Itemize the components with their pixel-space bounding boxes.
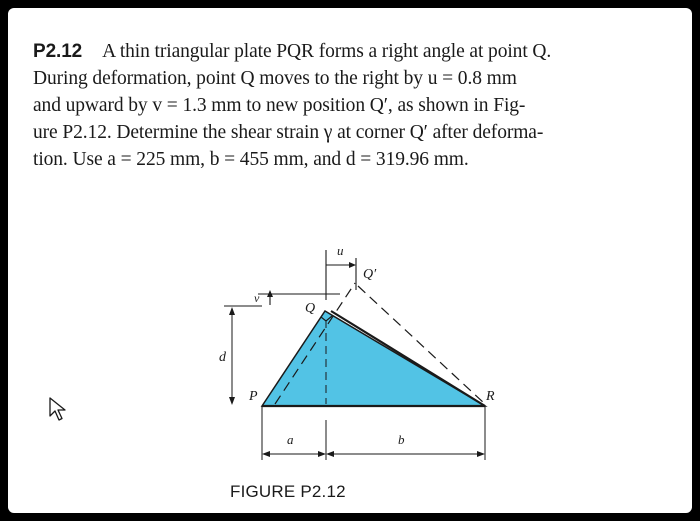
u-label: u xyxy=(337,243,344,258)
v-label: v xyxy=(254,291,260,305)
p-label: P xyxy=(249,389,258,404)
b-label: b xyxy=(398,432,405,447)
d-arrowhead-bottom xyxy=(229,397,235,405)
problem-number: P2.12 xyxy=(33,41,83,62)
r-label: R xyxy=(486,389,495,404)
b-arrowhead-right xyxy=(477,451,485,457)
problem-text-1: A thin triangular plate PQR forms a right angle at point Q. xyxy=(102,41,552,62)
d-label: d xyxy=(219,350,226,365)
problem-line: ure P2.12. Determine the shear strain γ at corner Q′ after deforma- xyxy=(33,122,544,143)
d-arrowhead-top xyxy=(229,307,235,315)
b-arrowhead-left xyxy=(326,451,334,457)
problem-line: and upward by v = 1.3 mm to new position Q′, as shown in Fig- xyxy=(33,95,526,116)
triangle-plate-figure xyxy=(8,8,692,513)
a-label: a xyxy=(287,432,294,447)
u-arrowhead xyxy=(349,262,356,268)
q-prime-label: Q′ xyxy=(363,267,377,282)
problem-line: During deformation, point Q moves to the right by u = 0.8 mm xyxy=(33,68,517,89)
mouse-pointer-icon xyxy=(48,396,68,422)
problem-line: tion. Use a = 225 mm, b = 455 mm, and d = 319.96 mm. xyxy=(33,149,469,170)
figure-caption: FIGURE P2.12 xyxy=(230,482,346,501)
a-arrowhead-right xyxy=(318,451,326,457)
triangle-plate xyxy=(262,311,485,406)
a-arrowhead-left xyxy=(262,451,270,457)
problem-sheet xyxy=(8,8,692,513)
q-label: Q xyxy=(305,301,316,316)
